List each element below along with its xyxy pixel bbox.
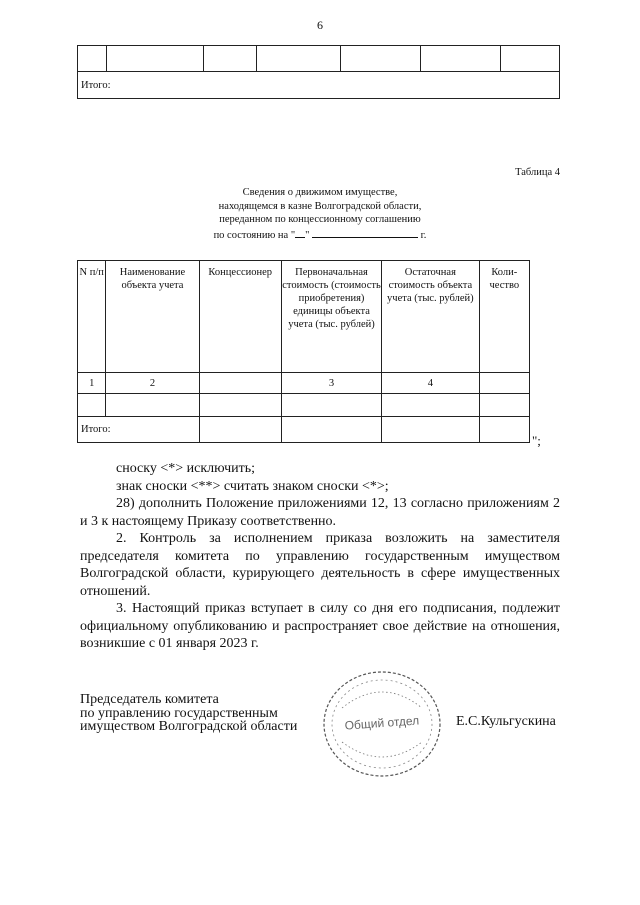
stamp-seal-icon: [320, 668, 444, 780]
date-blank-day: [295, 227, 305, 238]
table-cell: [479, 417, 529, 443]
page-number: 6: [317, 18, 323, 32]
table-cell: [281, 417, 381, 443]
order-text: [80, 460, 560, 653]
paragraph-3: 3. Настоящий приказ вступает в силу со дня его подписания, подлежит официальному опубликованию и распространяет свое действие на отношения, возникшие с 01 января 2023 г.: [80, 601, 560, 651]
table-row: [78, 373, 530, 394]
table-cell: [479, 394, 529, 417]
caption-date-line: [180, 227, 460, 243]
table-cell: 1: [78, 373, 106, 394]
table-row: [78, 72, 560, 99]
table-cell: 2: [106, 373, 199, 394]
table-header-row: [78, 261, 530, 373]
caption-line: переданном по концессионному соглашению: [219, 214, 421, 225]
table-cell: [199, 373, 281, 394]
table-cell: [199, 394, 281, 417]
table-row: [78, 46, 560, 72]
table-cell: [78, 394, 106, 417]
itogo-label: Итого:: [78, 72, 560, 99]
table-cell: 4: [382, 373, 480, 394]
date-blank-month: [312, 227, 418, 238]
table-total-row: [78, 417, 530, 443]
itogo-label: Итого:: [78, 417, 200, 443]
header-cell: Первоначальная стоимость (стоимость приобретения) единицы объекта учета (тыс. рублей): [281, 261, 381, 373]
header-cell: Коли-чество: [479, 261, 529, 373]
header-cell: N п/п: [78, 261, 106, 373]
closing-quote: ";: [532, 433, 541, 448]
header-cell: Остаточная стоимость объекта учета (тыс. рублей): [382, 261, 480, 373]
table-cell: [382, 417, 480, 443]
table-cell: [340, 46, 421, 72]
text-line: знак сноски <**> считать знаком сноски <*>;: [116, 478, 389, 494]
signature-position: [80, 693, 297, 734]
position-line: по управлению государственным: [80, 705, 278, 721]
table-cell: [78, 46, 107, 72]
stamp-text: Общий отдел: [344, 713, 420, 733]
caption-date-mid: ": [305, 229, 313, 241]
header-cell: Концессионер: [199, 261, 281, 373]
table-number-label: Таблица 4: [515, 167, 560, 178]
movable-property-table: [77, 260, 530, 443]
table-cell: [203, 46, 256, 72]
table-cell: [106, 394, 199, 417]
table-cell: [479, 373, 529, 394]
official-stamp: [320, 668, 444, 780]
caption-date-suffix: г.: [418, 229, 427, 241]
previous-table-continuation: [77, 45, 560, 99]
position-line: Председатель комитета: [80, 692, 219, 707]
table-cell: [106, 46, 203, 72]
table-cell: [281, 394, 381, 417]
caption-date-prefix: по состоянию на ": [213, 229, 296, 241]
signatory-name: Е.С.Кульгускина: [456, 714, 556, 729]
table-cell: [199, 417, 281, 443]
table-cell: [421, 46, 501, 72]
paragraph-2: 2. Контроль за исполнением приказа возложить на заместителя председателя комитета по управлению государственным имуществом Волгоградской области, курирующего деятельность в сфере имущественных отношений.: [80, 531, 560, 599]
caption-line: Сведения о движимом имуществе,: [242, 187, 398, 198]
table-row: [78, 394, 530, 417]
table-cell: [500, 46, 559, 72]
header-cell: Наименование объекта учета: [106, 261, 199, 373]
caption-line: находящемся в казне Волгоградской области,: [218, 200, 422, 212]
table-cell: [257, 46, 341, 72]
text-line: сноску <*> исключить;: [116, 461, 256, 476]
table-cell: 3: [281, 373, 381, 394]
position-line: имуществом Волгоградской области: [80, 719, 298, 734]
table-cell: [382, 394, 480, 417]
paragraph-28: 28) дополнить Положение приложениями 12, 13 согласно приложениям 2 и 3 к настоящему Приказу соответственно.: [80, 496, 560, 529]
table-caption: [180, 186, 460, 242]
